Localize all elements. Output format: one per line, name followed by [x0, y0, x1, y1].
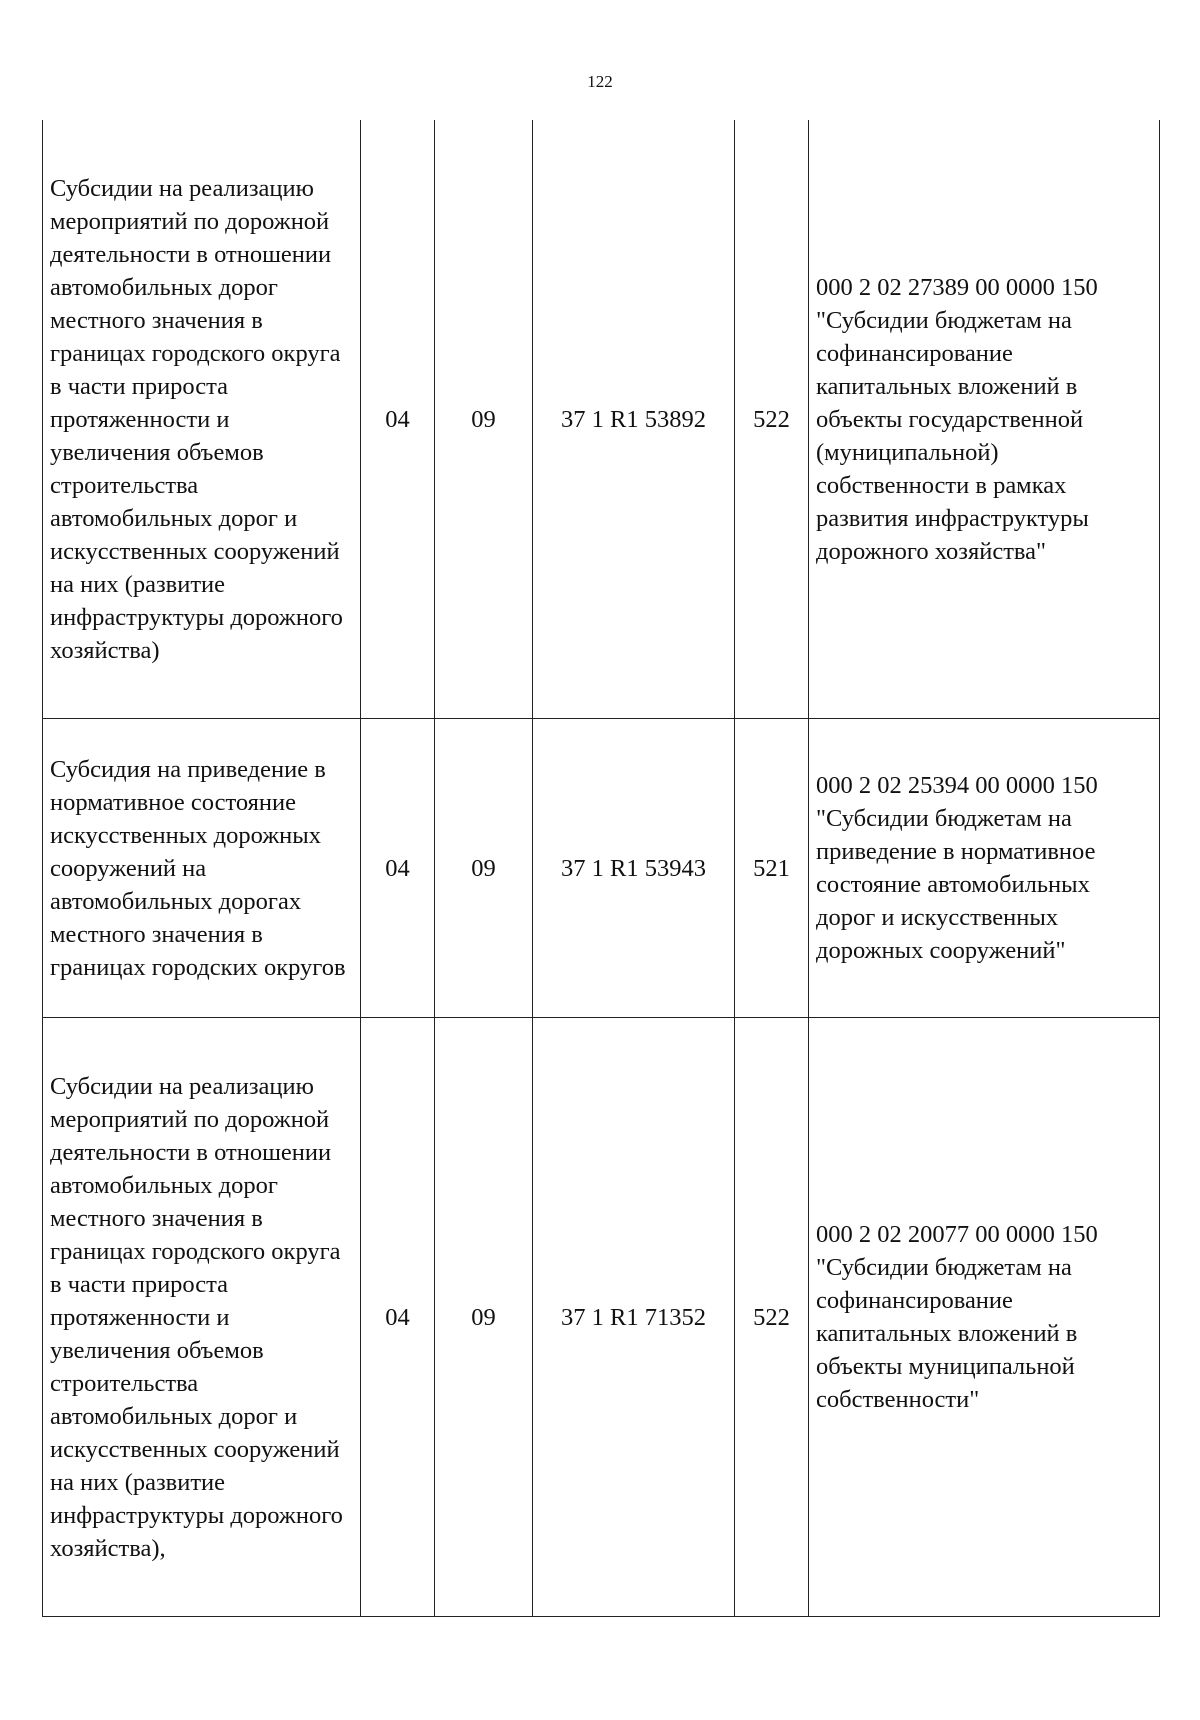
row-name-cell: Субсидия на приведение в нормативное состояние искусственных дорожных сооружений на автомобильных дорогах местного значения в границах городских округов	[43, 719, 361, 1018]
revenue-code-cell: 000 2 02 25394 00 0000 150 "Субсидии бюджетам на приведение в нормативное состояние автомобильных дорог и искусственных дорожных сооружений"	[809, 719, 1160, 1018]
section-cell: 04	[361, 1018, 435, 1617]
expense-type-cell: 521	[735, 719, 809, 1018]
table-row	[43, 1018, 1160, 1617]
target-code-cell: 37 1 R1 71352	[533, 1018, 735, 1617]
revenue-code-cell: 000 2 02 20077 00 0000 150 "Субсидии бюджетам на софинансирование капитальных вложений в объекты муниципальной собственности"	[809, 1018, 1160, 1617]
revenue-code-cell: 000 2 02 27389 00 0000 150 "Субсидии бюджетам на софинансирование капитальных вложений в объекты государственной (муниципальной) собственности в рамках развития инфраструктуры дорожного хозяйства"	[809, 120, 1160, 719]
table-row	[43, 719, 1160, 1018]
table-row	[43, 120, 1160, 719]
subsection-cell: 09	[435, 1018, 533, 1617]
expense-type-cell: 522	[735, 1018, 809, 1617]
row-name-cell: Субсидии на реализацию мероприятий по дорожной деятельности в отношении автомобильных дорог местного значения в границах городского округа в части прироста протяженности и увеличения объемов строительства автомобильных дорог и искусственных сооружений на них (развитие инфраструктуры дорожного хозяйства)	[43, 120, 361, 719]
section-cell: 04	[361, 719, 435, 1018]
target-code-cell: 37 1 R1 53892	[533, 120, 735, 719]
page-number: 122	[587, 72, 613, 91]
target-code-cell: 37 1 R1 53943	[533, 719, 735, 1018]
row-name-cell: Субсидии на реализацию мероприятий по дорожной деятельности в отношении автомобильных дорог местного значения в границах городского округа в части прироста протяженности и увеличения объемов строительства автомобильных дорог и искусственных сооружений на них (развитие инфраструктуры дорожного хозяйства),	[43, 1018, 361, 1617]
subsection-cell: 09	[435, 719, 533, 1018]
section-cell: 04	[361, 120, 435, 719]
subsection-cell: 09	[435, 120, 533, 719]
budget-table	[42, 120, 1160, 1617]
expense-type-cell: 522	[735, 120, 809, 719]
